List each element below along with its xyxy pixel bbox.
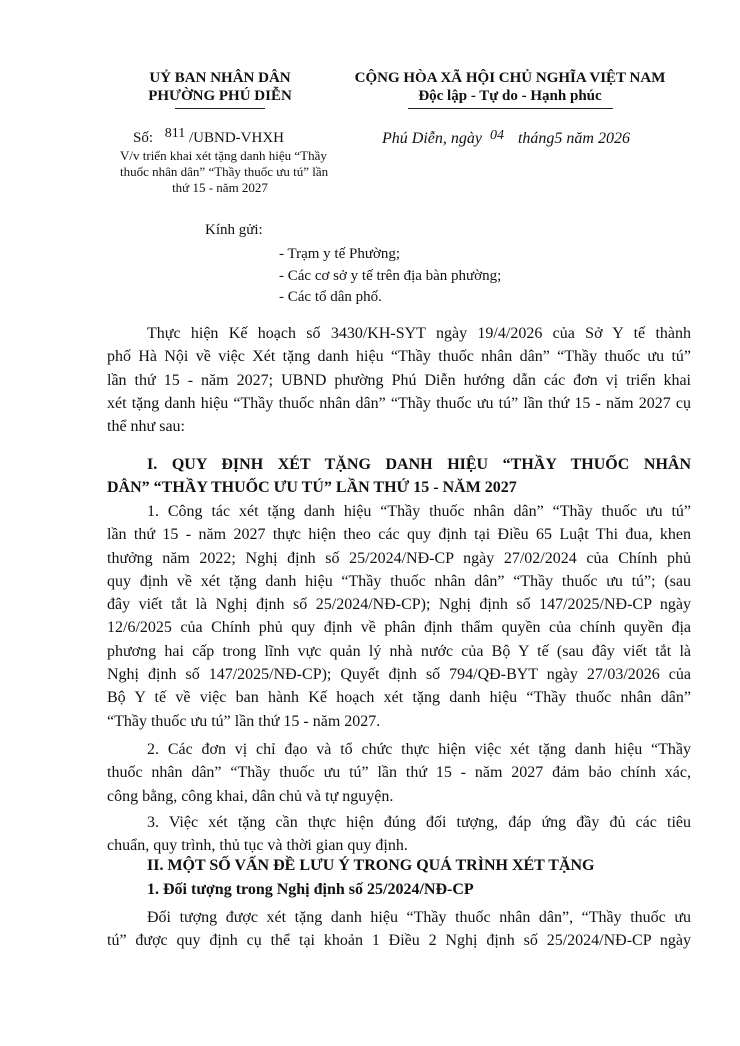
document-date [382, 130, 630, 148]
greeting: Kính gửi: [205, 222, 263, 238]
issuing-ward: PHƯỜNG PHÚ DIỄN [148, 88, 292, 104]
section-1-heading [107, 453, 691, 500]
paragraph-line: phương hai cấp trong lĩnh vực quản lý nhà nước của Bộ Y tế (sau đây viết tắt là [107, 642, 691, 660]
paragraph-line: thưởng năm 2022; Nghị định số 25/2024/NĐ-CP ngày 27/02/2024 của Chính phủ [107, 549, 691, 567]
subject-line: thuốc nhân dân” “Thầy thuốc ưu tú” lần [120, 164, 329, 179]
national-motto: Độc lập - Tự do - Hạnh phúc [418, 88, 602, 104]
number-suffix: /UBND-VHXH [189, 130, 284, 146]
paragraph-line: công bằng, công khai, dân chủ và tự nguyện. [107, 787, 394, 805]
intro-line: lần thứ 15 - năm 2027; UBND phường Phú Diễn hướng dẫn các đơn vị triển khai [107, 371, 691, 389]
header-left-underline [175, 108, 265, 109]
recipient-list [279, 244, 501, 309]
paragraph-line: chuẩn, quy trình, thủ tục và thời gian quy định. [107, 837, 408, 855]
paragraph-line: lần thứ 15 - năm 2027 thực hiện theo các quy định tại Điều 65 Luật Thi đua, khen [107, 526, 691, 544]
number-value: 811 [164, 126, 186, 141]
paragraph-line: quy định về xét tặng danh hiệu “Thầy thuốc nhân dân” “Thầy thuốc ưu tú”; (sau [107, 572, 691, 590]
paragraph-line: Bộ Y tế về việc ban hành Kế hoạch xét tặng danh hiệu “Thầy thuốc nhân dân” [107, 689, 691, 707]
intro-paragraph [107, 322, 691, 438]
paragraph-line: Đối tượng được xét tặng danh hiệu “Thầy thuốc nhân dân”, “Thầy thuốc ưu [147, 909, 691, 926]
section-2-subheading-1: 1. Đối tượng trong Nghị định số 25/2024/NĐ-CP [147, 881, 474, 898]
paragraph-line: 12/6/2025 của Chính phủ quy định về phân định thẩm quyền của chính quyền địa [107, 619, 691, 637]
document-subject [120, 148, 329, 196]
subject-line: thứ 15 - năm 2027 [172, 180, 268, 195]
paragraph-line: “Thầy thuốc ưu tú” lần thứ 15 - năm 2027. [107, 712, 381, 730]
header-right-underline [408, 108, 613, 109]
intro-line: xét tặng danh hiệu “Thầy thuốc nhân dân” “Thầy thuốc ưu tú” lần thứ 15 - năm 2027 cụ [107, 394, 691, 412]
national-title: CỘNG HÒA XÃ HỘI CHỦ NGHĨA VIỆT NAM [354, 70, 666, 86]
section-1-paragraph-1 [107, 500, 691, 733]
recipient-item: - Trạm y tế Phường; [279, 246, 401, 262]
heading-line: DÂN” “THẦY THUỐC ƯU TÚ” LẦN THỨ 15 - NĂM 2027 [107, 479, 517, 497]
recipient-item: - Các tổ dân phố. [279, 289, 382, 305]
heading-line: I. QUY ĐỊNH XÉT TẶNG DANH HIỆU “THẦY THUỐC NHÂN [147, 456, 691, 473]
section-1-paragraph-2 [107, 738, 691, 808]
date-suffix: tháng5 năm 2026 [517, 130, 630, 147]
subject-line: V/v triển khai xét tặng danh hiệu “Thầy [120, 148, 327, 163]
date-day: 04 [489, 128, 504, 143]
paragraph-line: tú” được quy định cụ thể tại khoản 1 Điều 2 Nghị định số 25/2024/NĐ-CP ngày [107, 932, 691, 950]
section-1-paragraph-3 [107, 811, 691, 858]
paragraph-line: 3. Việc xét tặng cần thực hiện đúng đối tượng, đáp ứng đầy đủ các tiêu [147, 814, 691, 831]
paragraph-line: Nghị định số 147/2025/NĐ-CP); Quyết định số 794/QĐ-BYT ngày 27/03/2026 của [107, 666, 691, 684]
number-prefix: Số: [133, 130, 154, 146]
intro-line: Thực hiện Kế hoạch số 3430/KH-SYT ngày 19/4/2026 của Sở Y tế thành [147, 325, 691, 342]
recipient-item: - Các cơ sở y tế trên địa bàn phường; [279, 267, 502, 284]
section-2-heading: II. MỘT SỐ VẤN ĐỀ LƯU Ý TRONG QUÁ TRÌNH XÉT TẶNG [147, 857, 595, 874]
issuing-authority: UỶ BAN NHÂN DÂN [149, 70, 291, 86]
paragraph-line: thuốc nhân dân” “Thầy thuốc ưu tú” lần thứ 15 - năm 2027 đảm bảo chính xác, [107, 764, 691, 782]
paragraph-line: 1. Công tác xét tặng danh hiệu “Thầy thuốc nhân dân” “Thầy thuốc ưu tú” [147, 503, 691, 520]
date-prefix: Phú Diễn, ngày [382, 130, 482, 147]
paragraph-line: đây viết tắt là Nghị định số 25/2024/NĐ-CP); Nghị định số 147/2025/NĐ-CP ngày [107, 596, 691, 614]
paragraph-line: 2. Các đơn vị chỉ đạo và tổ chức thực hiện việc xét tặng danh hiệu “Thầy [147, 741, 691, 758]
section-2-paragraph [107, 906, 691, 953]
document-number [133, 126, 284, 147]
intro-line: thể như sau: [107, 418, 185, 436]
intro-line: phố Hà Nội về việc Xét tặng danh hiệu “Thầy thuốc nhân dân” “Thầy thuốc ưu tú” [107, 348, 691, 366]
